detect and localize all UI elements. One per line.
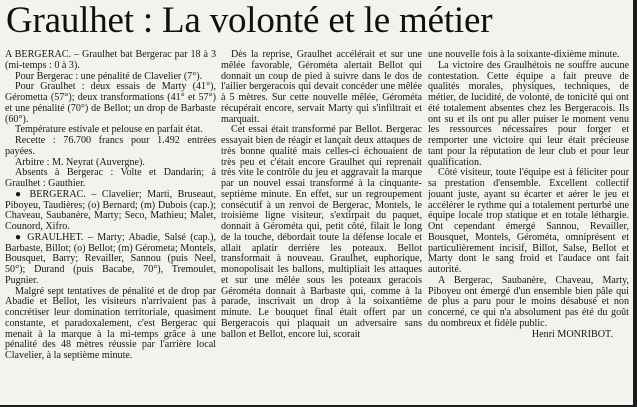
weather-conditions: Température estivale et pelouse en parfait état. — [15, 124, 203, 136]
bergerac-scorers: Pour Bergerac : une pénalité de Clavelier (7°). — [15, 70, 203, 82]
continuation-line: une nouvelle fois à la soixante-dixième minute. — [428, 50, 620, 60]
author-signature: Henri MONRIBOT. — [531, 328, 613, 340]
column-1 — [5, 50, 216, 404]
receipts: Recette : 76.700 francs pour 1.492 entrées payées. — [5, 135, 216, 157]
visitor-paragraph: Côté visiteur, toute l'équipe est à féliciter pour sa prestation d'ensemble. Excellent collectif jouant juste, ayant su écarter et aérer le jeu et accélérer le rythme qui a totalement perturbé une équipe locale trop statique et en totale léthargie. Ont cependant émergé Sannou, Revailler, Bousquet, Montels, Gérométa, omniprésent et particulièrement incisif, Billot, Salse, Bellot et Marty dont le sang froid et l'audace ont fait autorité. — [428, 167, 629, 275]
victory-paragraph: La victoire des Graulhétois ne souffre aucune contestation. Cette équipe a fait preuve de qualités morales, physiques, techniques, de métier, de lucidité, de volonté, de tonicité qui ont été totalement absentes chez les Bergeracois. Ils ont su et ils ont pu aller puiser le moment venu les ressources nécessaires pour forger et remporter une victoire qui leur était précieuse tant pour la réputation de leur club et pour leur qualification. — [428, 59, 629, 168]
absent-players: Absents à Bergerac : Volte et Dandarin; à Graulhet : Gauthier. — [5, 167, 216, 189]
graulhet-lineup: ● GRAULHET. – Marty; Abadie, Salsé (cap.), Barbaste, Billot; (o) Bellot; (m) Gérometa; Montels, Bousquet, Barry; Revailler, Sannou (puis Neel, 50°); Durand (puis Bacabe, 70°), Tremoulet, Pugnier. — [5, 231, 216, 286]
match-result: A BERGERAC. – Graulhet bat Bergerac par 18 à 3 (mi-temps : 0 à 3). — [5, 50, 216, 71]
referee: Arbitre : M. Neyrat (Auvergne). — [15, 156, 145, 168]
match-narrative-paragraph: Cet essai était transformé par Bellot. Bergerac essayait bien de réagir et lançait deux attaques de très bonne qualité mais celles-ci échouaient de très peu et c'était encore Graulhet qui reprenait très vite le contrôle du jeu et aggravait la marque par un nouvel essai transformé à la cinquante-septième minute. En effet, sur un regroupement consécutif à un renvoi de Bergerac, Montels, le troisième ligne visiteur, s'extirpait du paquet, donnait à Gérométa qui, petit côté, filait le long de la touche, débordait toute la défense locale et allait aplatir derrière les poteaux. Bellot transformait à nouveau. Graulhet, euphorique, monopolisait les ballons, multipliait les attaques et sur une mêlée sous les poteaux geracois Gérométa donnait à Barbaste qui, comme à la parade, inscrivait un drop à la soixantième minute. Le bouquet final était offert par un Bergeracois qui plaquait un adversaire sans ballon et Bellot, encore lui, scorait — [221, 124, 422, 340]
graulhet-scorers: Pour Graulhet : deux essais de Marty (41°), Gérometta (57°); deux transformations (41° et 57°) et une pénalité (70°) de Bellot; un drop de Barbaste (60°). — [5, 81, 216, 125]
second-half-paragraph: Dès la reprise, Graulhet accélérait et sur une mêlée favorable, Gérométa alertait Bellot qui donnait un coup de pied à suivre dans le dos de l'ailier bergeracois qui devait concéder une mêlée à 5 mètres. Sur cette nouvelle mêlée, Gérométa récupérait encore, servait Marty qui s'infiltrait et marquait. — [221, 50, 422, 125]
bergerac-paragraph: A Bergerac, Saubanère, Chaveau, Marty, Piboyeu ont émergé d'un ensemble bien pâle qui de plus a paru pour le moins désabusé et non concerné, ce qui n'a absolument pas été du goût du nombreux et fidèle public. — [428, 274, 629, 329]
column-3 — [428, 50, 629, 404]
column-2 — [221, 50, 422, 404]
bergerac-lineup: ● BERGERAC. – Clavelier; Marti, Bruseaut, Piboyeu, Taudières; (o) Bernard; (m) Dubois (cap.); Chaveau, Saubanère, Marty; Seco, Mathieu; Malet, Counord, Xifro. — [5, 188, 216, 232]
first-half-paragraph: Malgré sept tentatives de pénalité et de drop par Abadie et Bellot, les visiteurs n'arrivaient pas à concrétiser leur domination territoriale, quasiment constante, et paradoxalement, c'est Bergerac qui menait à la marque à la mi-temps grâce à une pénalité des 48 mètres réussie par l'arrière local Clavelier, à la septième minute. — [5, 285, 216, 361]
headline: Graulhet : La volonté et le métier — [6, 0, 493, 41]
